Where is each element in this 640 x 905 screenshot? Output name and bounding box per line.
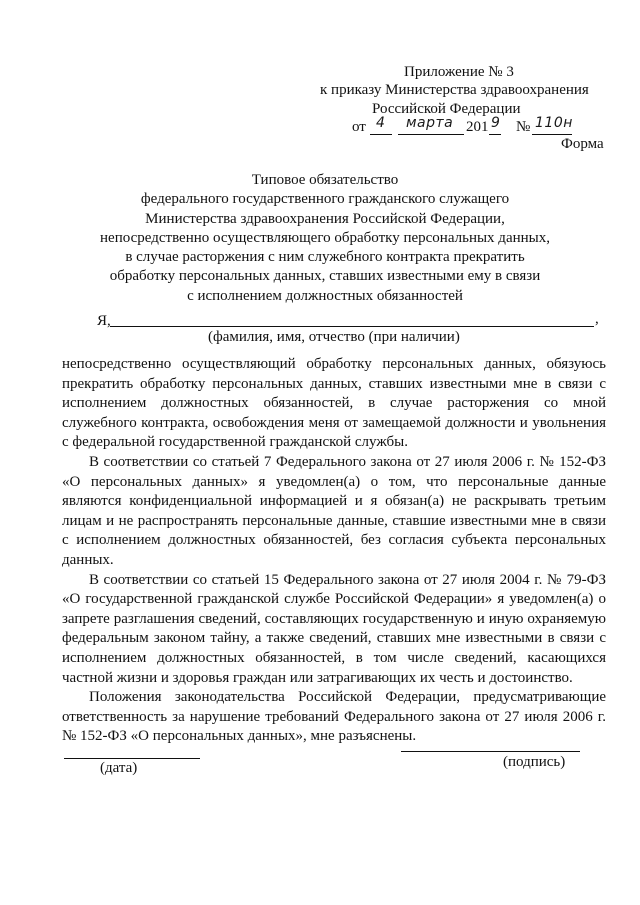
number-sign: № [516,119,531,135]
title-line: федерального государственного гражданского служащего [140,191,510,208]
date-prefix: от [352,119,366,135]
title-line: Министерства здравоохранения Российской Федерации, [145,210,505,227]
year-underline [489,134,501,135]
handwritten-day: 4 [376,115,386,131]
day-underline [370,134,392,135]
form-label: Форма [561,136,604,152]
month-underline [398,134,464,135]
appendix-number: Приложение № 3 [404,64,514,80]
handwritten-month: марта [406,115,454,131]
document-title [60,171,590,306]
body-paragraph: непосредственно осуществляющий обработку персональных данных, обязуюсь прекратить обработку персональных данных, ставших известными мне в связи с исполнением должностных обязанностей, в случае расторжения со мной служебного контракта, освобождения меня от замещаемой должности и увольнения с федеральной государственной гражданской службы. [62,356,606,451]
title-line: в случае расторжения с ним служебного контракта прекратить [125,249,525,266]
full-name-caption: (фамилия, имя, отчество (при наличии) [208,329,460,345]
full-name-field-line[interactable] [110,326,594,327]
title-line: с исполнением должностных обязанностей [187,287,463,304]
name-prefix: Я, [97,313,111,329]
signature-field-line[interactable] [401,751,580,752]
title-line: обработку персональных данных, ставших известными ему в связи [109,268,541,285]
handwritten-year-digit: 9 [491,115,501,131]
handwritten-order-number: 110н [535,115,573,131]
signature-caption: (подпись) [503,754,566,770]
title-line: непосредственно осуществляющего обработку персональных данных, [100,229,550,246]
body-paragraph: В соответствии со статьей 7 Федерального закона от 27 июля 2006 г. № 152-ФЗ «О персональных данных» я уведомлен(а) о том, что персональные данные являются конфиденциальной информацией и я обязан(а) не раскрывать третьим лицам и не распространять персональные данные, ставшие известными мне в связи с исполнением должностных обязанностей, без согласия субъекта персональных данных. [62,453,606,568]
date-field-line[interactable] [64,758,200,759]
order-reference: к приказу Министерства здравоохранения [320,82,589,98]
date-caption: (дата) [100,760,138,776]
body-paragraph: В соответствии со статьей 15 Федерального закона от 27 июля 2004 г. № 79-ФЗ «О государственной гражданской службе Российской Федерации» я уведомлен(а) о запрете разглашения сведений, составляющих государственную и иную охраняемую федеральным законом тайну, а также сведений, ставших мне известными в связи с исполнением должностных обязанностей, в том числе сведений, касающихся частной жизни и здоровья граждан или затрагивающих их честь и достоинство. [62,571,606,686]
document-body [62,355,606,747]
name-suffix-comma: , [595,311,599,327]
body-paragraph: Положения законодательства Российской Федерации, предусматривающие ответственность за нарушение требований Федерального закона от 27 июля 2006 г. № 152-ФЗ «О персональных данных», мне разъяснены. [62,689,606,745]
title-line: Типовое обязательство [251,172,399,188]
ministry-country: Российской Федерации [372,101,521,117]
year-prefix: 201 [466,119,489,135]
